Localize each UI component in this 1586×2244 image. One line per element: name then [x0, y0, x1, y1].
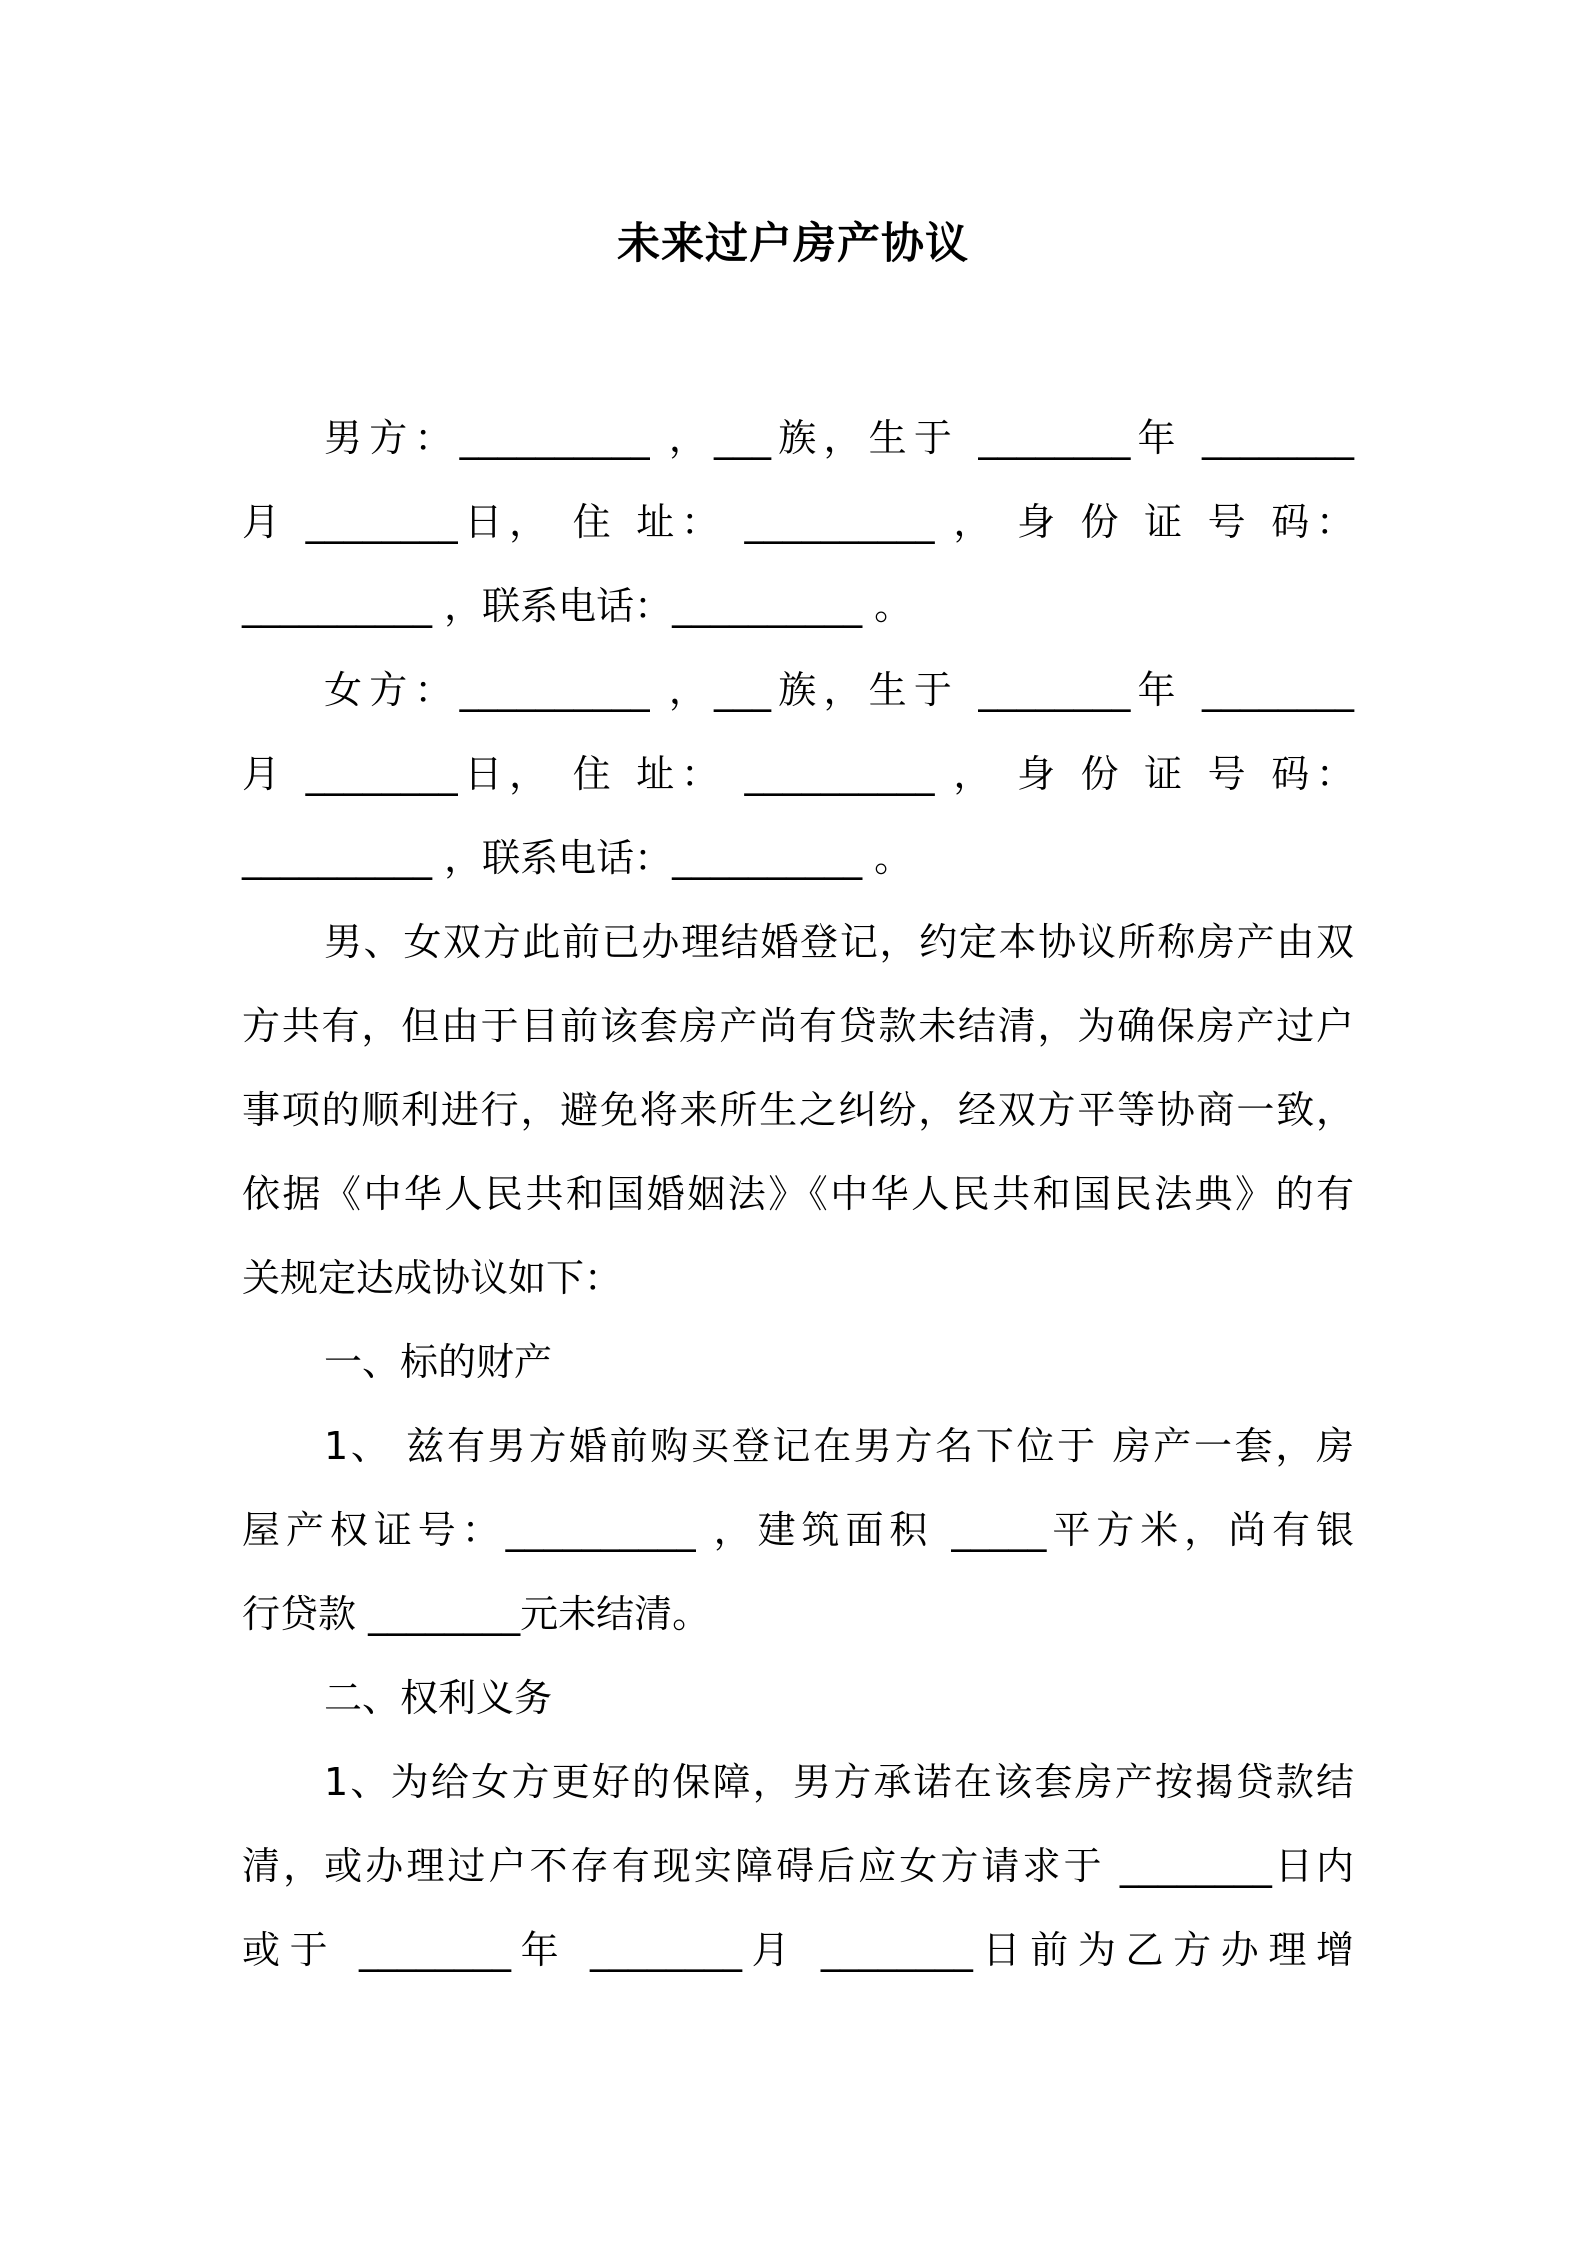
preamble-line-5: 关规定达成协议如下：	[242, 1256, 623, 1300]
clause-1-line-1: 1、 兹有男方婚前购买登记在男方名下位于 房产一套，房	[324, 1424, 1354, 1468]
preamble-line-2: 方共有，但由于目前该套房产尚有贷款未结清，为确保房产过户	[242, 1004, 1354, 1048]
female-party-line-1: 女方：__________ ，___族，生于 ________年 ________	[324, 668, 1354, 712]
male-party-line-1: 男方：__________ ，___族，生于 ________年 ________	[324, 416, 1354, 460]
section-heading-2: 二、权利义务	[324, 1676, 553, 1720]
clause-2-line-2: 清，或办理过户不存有现实障碍后应女方请求于 ________日内	[242, 1844, 1354, 1888]
male-party-line-2: 月 ________日， 住 址： __________ ， 身 份 证 号 码：	[242, 500, 1354, 544]
preamble-line-3: 事项的顺利进行，避免将来所生之纠纷，经双方平等协商一致，	[242, 1088, 1354, 1132]
female-party-line-3: __________ ，联系电话：__________ 。	[242, 836, 913, 880]
preamble-line-4: 依据《中华人民共和国婚姻法》《中华人民共和国民法典》的有	[242, 1172, 1354, 1216]
document-title: 未来过户房产协议	[617, 219, 969, 269]
section-heading-1: 一、标的财产	[324, 1340, 553, 1384]
clause-1-line-3: 行贷款 ________元未结清。	[242, 1592, 711, 1636]
preamble-line-1: 男、女双方此前已办理结婚登记，约定本协议所称房产由双	[324, 920, 1354, 964]
female-party-line-2: 月 ________日， 住 址： __________ ， 身 份 证 号 码：	[242, 752, 1354, 796]
clause-1-line-2: 屋产权证号：__________ ，建筑面积 _____平方米，尚有银	[242, 1508, 1354, 1552]
clause-2-line-3: 或于 ________年 ________月 ________日前为乙方办理增	[242, 1928, 1354, 1972]
male-party-line-3: __________ ，联系电话：__________ 。	[242, 584, 913, 628]
clause-2-line-1: 1、为给女方更好的保障，男方承诺在该套房产按揭贷款结	[324, 1760, 1354, 1804]
